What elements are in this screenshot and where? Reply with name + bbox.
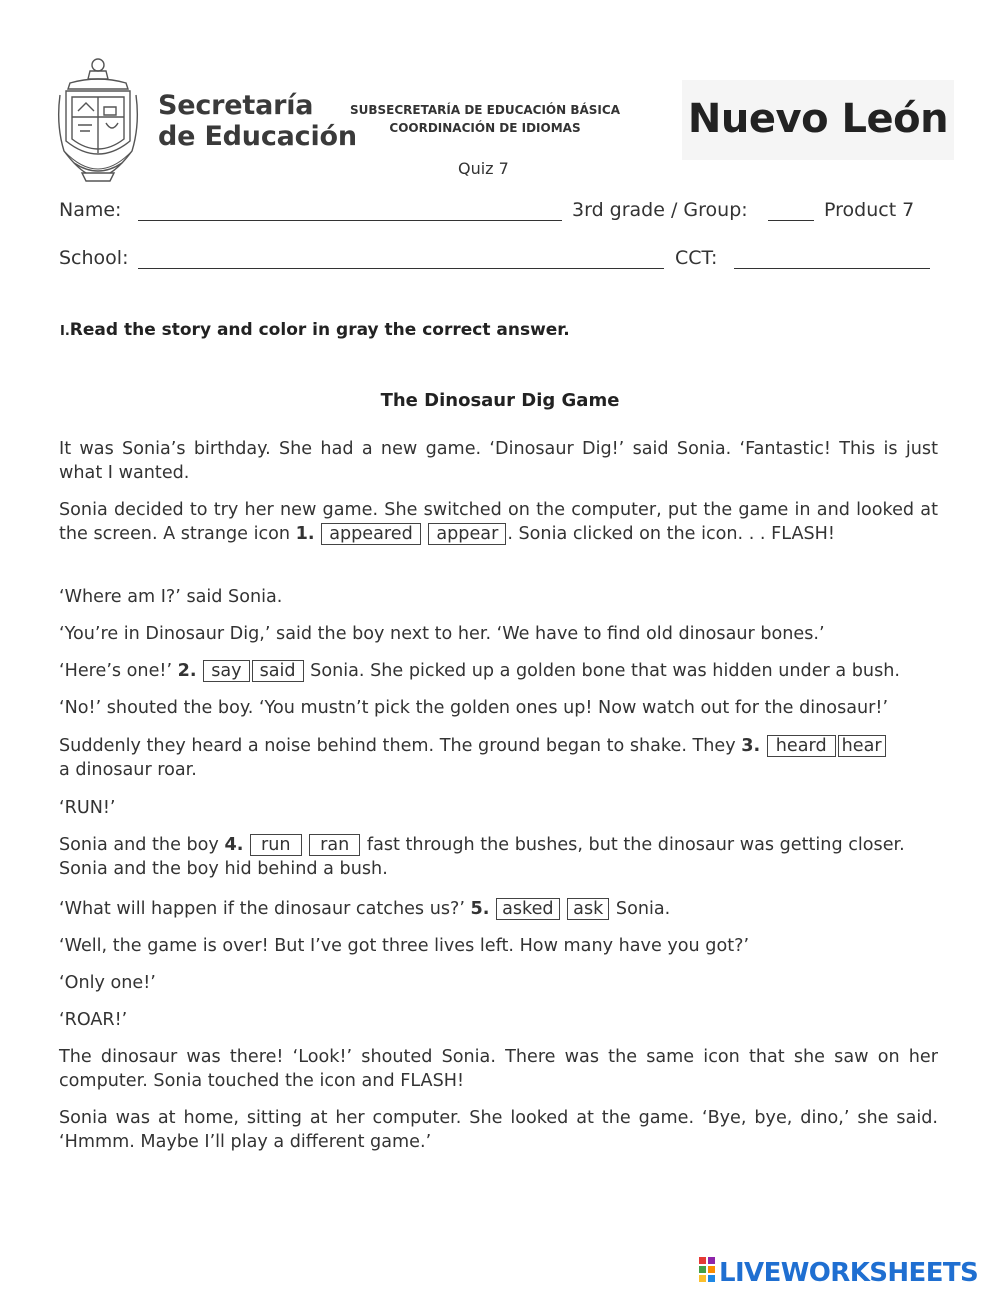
paragraph-text: ‘Well, the game is over! But I’ve got three lives left. How many have you got?’ [59,936,750,956]
story-paragraph-2 [59,498,938,546]
grade-group-label: 3rd grade / Group: [572,199,748,221]
story-paragraph-12 [59,971,938,995]
q3-option-hear[interactable]: hear [838,735,886,757]
paragraph-text: Sonia. She picked up a golden bone that was hidden under a bush. [304,661,900,681]
paragraph-text: ‘Where am I?’ said Sonia. [59,587,283,607]
q4-option-ran[interactable]: ran [309,834,360,856]
q2-option-said[interactable]: said [252,660,304,682]
paragraph-text: ‘Here’s one!’ [59,661,178,681]
secretaria-line1: Secretaría [158,90,314,121]
paragraph-text: Suddenly they heard a noise behind them. The ground began to shake. They [59,736,742,756]
story-paragraph-3 [59,585,938,609]
question-5-number: 5. [470,899,490,919]
paragraph-text: ‘RUN!’ [59,798,116,818]
story-paragraph-11 [59,934,938,958]
story-paragraph-7 [59,734,938,782]
paragraph-text: fast through the bushes, but the dinosaur was getting closer. Sonia and the boy hid behind a bush. [59,835,905,879]
story-paragraph-5 [59,659,938,683]
story-paragraph-14 [59,1045,938,1093]
question-4-number: 4. [224,835,244,855]
paragraph-text: Sonia. [610,899,671,919]
q1-option-appeared[interactable]: appeared [321,523,421,545]
q4-option-run[interactable]: run [250,834,302,856]
liveworksheets-logo[interactable] [697,1255,997,1285]
q2-option-say[interactable]: say [203,660,249,682]
subsecretaria-label: SUBSECRETARÍA DE EDUCACIÓN BÁSICA [350,103,620,117]
instructions-text: Read the story and color in gray the correct answer. [69,320,570,340]
paragraph-text: ‘What will happen if the dinosaur catches us?’ [59,899,471,919]
story-paragraph-10 [59,897,938,921]
q1-option-appear[interactable]: appear [428,523,506,545]
paragraph-text: Sonia and the boy [59,835,225,855]
story-paragraph-15 [59,1106,938,1154]
group-field[interactable] [768,220,814,221]
paragraph-text: It was Sonia’s birthday. She had a new game. ‘Dinosaur Dig!’ said Sonia. ‘Fantastic! This is just what I wanted. [59,439,938,483]
cct-field[interactable] [734,268,930,269]
name-field[interactable] [138,220,562,221]
liveworksheets-blocks-icon [699,1257,715,1282]
question-1-number: 1. [295,524,315,544]
paragraph-text: Sonia decided to try her new game. She switched on the computer, put the game in and looked at the screen. A strange icon [59,500,938,544]
paragraph-text: ‘ROAR!’ [59,1010,128,1030]
paragraph-text: . Sonia clicked on the icon. . . FLASH! [507,524,835,544]
paragraph-text: a dinosaur roar. [59,760,197,780]
secretaria-line2: de Educación [158,121,357,152]
cct-label: CCT: [675,247,718,269]
story-paragraph-8 [59,796,938,820]
school-label: School: [59,247,129,269]
name-label: Name: [59,199,122,221]
question-2-number: 2. [177,661,197,681]
paragraph-text: ‘You’re in Dinosaur Dig,’ said the boy next to her. ‘We have to find old dinosaur bones.’ [59,624,825,644]
paragraph-text: The dinosaur was there! ‘Look!’ shouted Sonia. There was the same icon that she saw on her computer. Sonia touched the icon and FLASH! [59,1047,938,1091]
liveworksheets-text: LIVEWORKSHEETS [719,1258,979,1285]
story-paragraph-6 [59,696,938,720]
q3-option-heard[interactable]: heard [767,735,836,757]
question-3-number: 3. [741,736,761,756]
story-paragraph-9 [59,833,938,881]
story-paragraph-4 [59,622,938,646]
paragraph-text: Sonia was at home, sitting at her computer. She looked at the game. ‘Bye, bye, dino,’ she said. ‘Hmmm. Maybe I’ll play a different game.’ [59,1108,938,1152]
story-paragraph-1 [59,437,938,485]
story-paragraph-13 [59,1008,938,1032]
product-label: Product 7 [824,199,915,221]
secretaria-title [158,90,357,152]
state-crest-logo [56,55,146,185]
q5-option-asked[interactable]: asked [496,898,560,920]
q5-option-ask[interactable]: ask [567,898,609,920]
instructions-number: I. [60,324,70,339]
story-title: The Dinosaur Dig Game [380,390,620,411]
sub-heading [340,101,630,137]
coordinacion-label: COORDINACIÓN DE IDIOMAS [389,121,581,135]
paragraph-text: ‘Only one!’ [59,973,156,993]
instructions [60,320,570,340]
paragraph-text: ‘No!’ shouted the boy. ‘You mustn’t pick the golden ones up! Now watch out for the dinosaur!’ [59,698,889,718]
school-field[interactable] [138,268,664,269]
quiz-label: Quiz 7 [458,159,509,178]
state-name-logo: Nuevo León [687,96,949,142]
